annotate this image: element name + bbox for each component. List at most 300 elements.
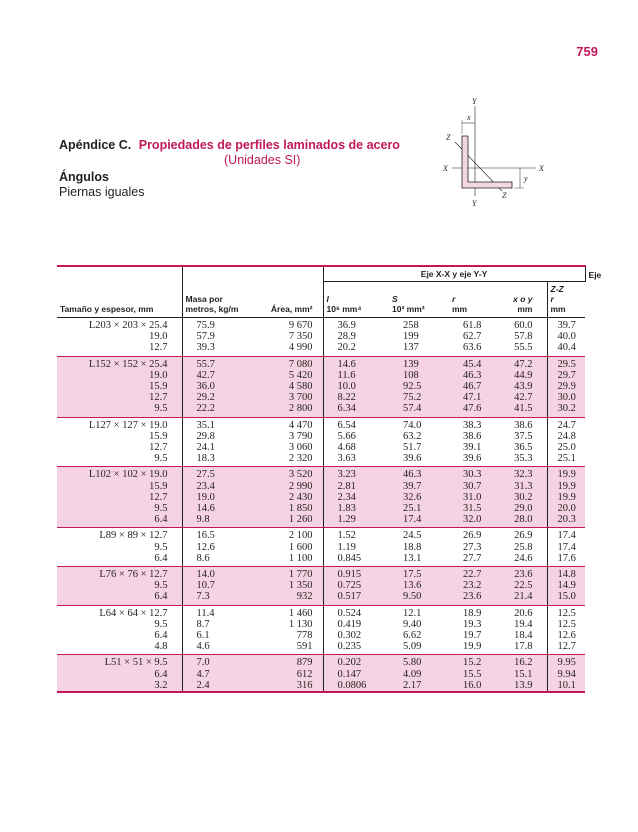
cell-xy: 18.4 <box>514 630 533 642</box>
cell-rz: 19.9 <box>547 467 585 481</box>
cell-i: 0.0806 <box>323 680 389 692</box>
cell-s: 258 <box>403 320 419 331</box>
cell-area: 1 100 <box>252 553 323 567</box>
table-row <box>57 528 585 542</box>
cell-size: L51 × 51 × 9.5 <box>57 655 182 669</box>
header-rz-symbol: r <box>550 294 554 304</box>
cell-mass: 12.6 <box>182 542 252 553</box>
cell-mass: 35.1 <box>182 417 252 431</box>
cell-i: 2.34 <box>323 492 389 503</box>
cell-i: 10.0 <box>323 381 389 392</box>
cell-mass: 39.3 <box>182 342 252 356</box>
cell-s: 17.5 <box>389 567 449 581</box>
cell-xy: 20.6 <box>514 607 533 619</box>
table-row <box>57 619 585 630</box>
table-row <box>57 392 585 403</box>
cell-rz: 9.95 <box>547 655 585 669</box>
table-row <box>57 356 585 370</box>
diagram-label-z-bottom: Z <box>502 191 507 200</box>
cell-rz: 12.7 <box>547 641 585 655</box>
header-blank-area <box>252 266 323 282</box>
cell-s: 13.1 <box>389 553 449 567</box>
cell-s: 199 <box>403 331 419 343</box>
cell-i: 1.19 <box>323 542 389 553</box>
cell-r: 46.7 <box>449 381 497 392</box>
cell-xy: 23.6 <box>497 567 547 581</box>
table-row <box>57 331 585 342</box>
cell-i: 0.147 <box>323 669 389 680</box>
header-r <box>449 282 497 318</box>
header-xy-unit: mm <box>517 304 533 314</box>
cell-r: 15.5 <box>449 669 497 680</box>
cell-mass: 24.1 <box>182 442 252 453</box>
cell-mass: 8.7 <box>182 619 252 630</box>
cell-xy: 38.6 <box>514 419 533 431</box>
cell-s: 139 <box>389 356 449 370</box>
cell-r: 23.2 <box>449 580 497 591</box>
cell-xy: 55.5 <box>497 342 547 356</box>
cell-size: L89 × 89 × 12.7 <box>99 530 168 542</box>
cell-area: 1 850 <box>252 503 323 514</box>
cell-r: 26.9 <box>463 530 482 542</box>
cell-mass: 19.0 <box>182 492 252 503</box>
cell-area: 3 060 <box>288 442 313 454</box>
cell-mass: 14.6 <box>182 503 252 514</box>
cell-r: 27.3 <box>463 541 482 553</box>
cell-s: 39.7 <box>389 481 449 492</box>
cell-xy: 28.0 <box>497 514 547 528</box>
cell-area: 2 990 <box>252 481 323 492</box>
cell-s: 12.1 <box>403 607 422 619</box>
cell-i: 0.235 <box>323 641 389 655</box>
units-note: (Unidades SI) <box>224 153 301 167</box>
cell-size: L102 × 102 × 19.0 <box>57 467 182 481</box>
cell-area: 778 <box>296 630 313 642</box>
cell-s: 74.0 <box>403 419 422 431</box>
table-body <box>57 318 585 693</box>
cell-size: 3.2 <box>57 680 182 692</box>
cell-mass: 14.0 <box>182 567 252 581</box>
header-i <box>323 282 389 318</box>
cell-rz: 12.5 <box>547 619 585 630</box>
cell-area: 316 <box>252 680 323 692</box>
cell-area: 4 470 <box>288 419 313 431</box>
cell-size: 19.0 <box>149 331 168 343</box>
cell-rz: 24.7 <box>547 417 585 431</box>
cell-s: 6.62 <box>403 630 422 642</box>
cell-s: 92.5 <box>389 381 449 392</box>
header-mass <box>182 282 252 318</box>
header-group-xx-yy: Eje X-X y eje Y-Y <box>323 266 585 282</box>
diagram-label-x-right: X <box>539 164 544 173</box>
header-mass-line2: metros, kg/m <box>185 304 239 314</box>
table-row <box>57 453 585 467</box>
table-row <box>57 591 585 605</box>
cell-mass: 75.9 <box>182 318 252 332</box>
cell-i: 2.81 <box>323 481 389 492</box>
cell-r: 47.6 <box>449 403 497 417</box>
cell-xy: 47.2 <box>497 356 547 370</box>
cell-area: 2 430 <box>252 492 323 503</box>
properties-table: Eje X-X y eje Y-Y Eje Tamaño y espesor, mm Masa por metros, kg/m Área, mm² I 10⁶ mm⁴ S 10³ mm³ r mm x o y mm Z-Z r mm L203 × 203 × 25.4 75.9 9 670 36.9 258 61.8 60.0 39.7 19.0 57.9 7 350 28.9 199 62.7 57.8 40.0 12.7 39.3 4 990 20.2 137 63.6 55.5 40.4 L152 × 152 × 25.4 55.7 7 080 14.6 139 45.4 47.2 29.5 19.0 42.7 5 420 11.6 108 46.3 44.9 29.7 15.9 36.0 4 580 10.0 92.5 46.7 43.9 29.9 12.7 29.2 3 700 8.22 75.2 47.1 42.7 30.0 9.5 22.2 2 800 6.34 57.4 47.6 41.5 30.2 L127 × 127 × 19.0 35.1 4 470 6.54 74.0 38.3 38.6 24.7 15.9 29.8 3 790 5.66 63.2 38.6 37.5 24.8 12.7 24.1 3 060 4.68 51.7 39.1 36.5 25.0 9.5 18.3 2 320 3.63 39.6 39.6 35.3 25.1 L102 × 102 × 19.0 27.5 3 520 3.23 46.3 30.3 32.3 19.9 15.9 23.4 2 990 2.81 39.7 30.7 31.3 19.9 12.7 19.0 2 430 2.34 32.6 31.0 30.2 19.9 9.5 14.6 1 850 1.83 25.1 31.5 29.0 20.0 6.4 9.8 1 260 1.29 17.4 32.0 28.0 20.3 L89 × 89 × 12.7 16.5 2 100 1.52 24.5 26.9 26.9 17.4 9.5 12.6 1 600 1.19 18.8 27.3 25.8 17.4 6.4 8.6 1 100 0.845 13.1 27.7 24.6 17.6 L76 × 76 × 12.7 14.0 1 770 0.915 17.5 22.7 23.6 14.8 9.5 10.7 1 350 0.725 13.6 23.2 22.5 14.9 6.4 7.3 932 0.517 9.50 23.6 21.4 15.0 L64 × 64 × 12.7 11.4 1 460 0.524 12.1 18.9 20.6 12.5 9.5 8.7 1 130 0.419 9.40 19.3 19.4 12.5 6.4 6.1 778 0.302 6.62 19.7 18.4 12.6 4.8 4.6 591 0.235 5.09 19.9 17.8 12.7 L51 × 51 × 9.5 7.0 879 0.202 5.80 15.2 16.2 9.95 6.4 4.7 612 0.147 4.09 15.5 15.1 9.94 3.2 2.4 316 0.0806 2.17 16.0 13.9 10.1 <box>57 265 585 693</box>
cell-xy: 22.5 <box>497 580 547 591</box>
cell-r: 46.3 <box>449 370 497 381</box>
table-row <box>57 580 585 591</box>
cell-i: 1.29 <box>323 514 389 528</box>
header-s <box>389 282 449 318</box>
cell-size: 12.7 <box>57 342 182 356</box>
cell-mass: 29.8 <box>182 431 252 442</box>
cell-rz: 20.0 <box>547 503 585 514</box>
appendix-heading <box>59 138 400 153</box>
cell-xy: 32.3 <box>497 467 547 481</box>
cell-rz: 14.8 <box>547 567 585 581</box>
cell-s: 25.1 <box>389 503 449 514</box>
cell-r: 30.7 <box>449 481 497 492</box>
cell-rz: 14.9 <box>547 580 585 591</box>
cell-area: 1 350 <box>252 580 323 591</box>
cell-s: 46.3 <box>389 467 449 481</box>
cell-i: 0.915 <box>323 567 389 581</box>
cell-r: 31.5 <box>449 503 497 514</box>
header-size: Tamaño y espesor, mm <box>57 282 182 318</box>
header-s-unit: 10³ mm³ <box>392 304 425 314</box>
cell-rz: 12.6 <box>547 630 585 641</box>
cell-area: 1 130 <box>288 618 313 630</box>
cell-r: 39.6 <box>449 453 497 467</box>
cell-r: 22.7 <box>449 567 497 581</box>
cell-xy: 44.9 <box>497 370 547 381</box>
header-xy <box>497 282 547 318</box>
cell-s: 39.6 <box>389 453 449 467</box>
cell-s: 63.2 <box>403 430 422 442</box>
cell-area: 1 260 <box>252 514 323 528</box>
cell-r: 16.0 <box>449 680 497 692</box>
cell-i: 6.54 <box>323 417 389 431</box>
cell-size: L76 × 76 × 12.7 <box>57 567 182 581</box>
page-number: 759 <box>576 44 598 59</box>
table-row <box>57 342 585 356</box>
table-row <box>57 467 585 481</box>
cell-i: 0.202 <box>323 655 389 669</box>
cell-rz: 25.1 <box>547 453 585 467</box>
table-row <box>57 381 585 392</box>
cell-size: 9.5 <box>57 580 182 591</box>
cell-i: 5.66 <box>323 431 389 442</box>
table-row <box>57 370 585 381</box>
table-row <box>57 567 585 581</box>
header-rz <box>547 282 585 318</box>
cell-xy: 42.7 <box>497 392 547 403</box>
section-header <box>59 138 400 200</box>
cell-mass: 22.2 <box>182 403 252 417</box>
cell-i: 0.725 <box>323 580 389 591</box>
table-row <box>57 630 585 641</box>
cell-rz: 15.0 <box>547 591 585 605</box>
cell-mass: 7.3 <box>182 591 252 605</box>
cell-s: 51.7 <box>403 442 422 454</box>
cell-i: 6.34 <box>323 403 389 417</box>
cell-size: 9.5 <box>57 503 182 514</box>
cell-mass: 9.8 <box>182 514 252 528</box>
cell-xy: 36.5 <box>514 442 533 454</box>
cell-area: 2 800 <box>252 403 323 417</box>
header-mass-line1: Masa por <box>185 294 223 304</box>
cell-xy: 15.1 <box>497 669 547 680</box>
cell-size: 9.5 <box>57 453 182 467</box>
cell-mass: 57.9 <box>182 331 252 342</box>
cell-r: 15.2 <box>449 655 497 669</box>
cell-mass: 16.5 <box>182 528 252 542</box>
cell-xy: 30.2 <box>497 492 547 503</box>
cell-xy: 13.9 <box>497 680 547 692</box>
cell-rz: 20.3 <box>547 514 585 528</box>
cell-xy: 24.6 <box>497 553 547 567</box>
cell-s: 57.4 <box>389 403 449 417</box>
cell-mass: 18.3 <box>182 453 252 467</box>
cell-area: 612 <box>252 669 323 680</box>
cell-rz: 19.9 <box>547 492 585 503</box>
cell-area: 1 600 <box>288 541 313 553</box>
cell-xy: 57.8 <box>514 331 533 343</box>
cell-s: 5.80 <box>389 655 449 669</box>
subsection-title: Piernas iguales <box>59 185 145 199</box>
cell-size: 12.7 <box>57 492 182 503</box>
cell-r: 32.0 <box>449 514 497 528</box>
cell-area: 5 420 <box>252 370 323 381</box>
cell-rz: 19.9 <box>547 481 585 492</box>
table-row <box>57 417 585 431</box>
cell-size: 9.5 <box>154 618 168 630</box>
header-r-symbol: r <box>452 294 456 304</box>
cell-s: 32.6 <box>389 492 449 503</box>
header-i-symbol: I <box>326 294 329 304</box>
cell-area: 1 770 <box>252 567 323 581</box>
cell-r: 30.3 <box>449 467 497 481</box>
cell-r: 19.3 <box>463 618 482 630</box>
cell-i: 3.23 <box>323 467 389 481</box>
table-row <box>57 442 585 453</box>
header-i-unit: 10⁶ mm⁴ <box>326 304 362 314</box>
cell-r: 38.6 <box>463 430 482 442</box>
properties-table-wrap <box>57 265 602 693</box>
cell-i: 11.6 <box>323 370 389 381</box>
cell-s: 108 <box>389 370 449 381</box>
cell-area: 4 990 <box>252 342 323 356</box>
cell-area: 9 670 <box>288 320 313 331</box>
cell-rz: 40.0 <box>547 331 585 342</box>
cell-i: 20.2 <box>323 342 389 356</box>
header-r-unit: mm <box>452 304 468 314</box>
cell-mass: 6.1 <box>182 630 252 641</box>
cell-area: 932 <box>252 591 323 605</box>
cell-size: 12.7 <box>149 442 168 454</box>
cell-rz: 17.4 <box>547 542 585 553</box>
cell-rz: 29.9 <box>547 381 585 392</box>
cell-s: 9.40 <box>403 618 422 630</box>
table-row <box>57 514 585 528</box>
header-xy-symbol: x o y <box>513 294 533 304</box>
header-area: Área, mm² <box>252 282 323 318</box>
cell-i: 0.302 <box>323 630 389 641</box>
cell-size: 6.4 <box>154 630 168 642</box>
cell-i: 1.83 <box>323 503 389 514</box>
section-title: Ángulos <box>59 170 109 184</box>
cell-rz: 10.1 <box>547 680 585 692</box>
cell-area: 3 790 <box>288 430 313 442</box>
cell-i: 0.845 <box>323 553 389 567</box>
cell-s: 13.6 <box>389 580 449 591</box>
cell-xy: 25.8 <box>514 541 533 553</box>
cell-r: 19.9 <box>449 641 497 655</box>
cell-xy: 35.3 <box>497 453 547 467</box>
cell-mass: 2.4 <box>182 680 252 692</box>
appendix-title: Propiedades de perfiles laminados de acero <box>138 138 400 152</box>
cell-size: 9.5 <box>154 541 168 553</box>
cell-area: 591 <box>252 641 323 655</box>
cell-xy: 41.5 <box>497 403 547 417</box>
cell-r: 18.9 <box>463 607 482 619</box>
cell-r: 62.7 <box>463 331 482 343</box>
cell-xy: 29.0 <box>497 503 547 514</box>
cell-r: 31.0 <box>449 492 497 503</box>
cell-i: 1.52 <box>323 528 389 542</box>
cell-xy: 16.2 <box>497 655 547 669</box>
cell-r: 45.4 <box>449 356 497 370</box>
cell-mass: 10.7 <box>182 580 252 591</box>
cell-xy: 43.9 <box>497 381 547 392</box>
cell-area: 1 460 <box>288 607 313 619</box>
cell-size: 6.4 <box>57 514 182 528</box>
cell-rz: 17.6 <box>547 553 585 567</box>
cell-rz: 29.7 <box>547 370 585 381</box>
table-row <box>57 492 585 503</box>
cell-area: 3 520 <box>252 467 323 481</box>
cell-rz: 9.94 <box>547 669 585 680</box>
cell-area: 7 350 <box>288 331 313 343</box>
cell-mass: 11.4 <box>182 605 252 619</box>
cell-i: 14.6 <box>323 356 389 370</box>
cell-area: 2 320 <box>252 453 323 467</box>
cell-mass: 8.6 <box>182 553 252 567</box>
table-row <box>57 680 585 692</box>
cell-s: 24.5 <box>403 530 422 542</box>
cell-s: 5.09 <box>389 641 449 655</box>
cell-xy: 60.0 <box>514 320 533 331</box>
cell-mass: 55.7 <box>182 356 252 370</box>
cell-i: 36.9 <box>323 318 389 332</box>
cell-xy: 37.5 <box>514 430 533 442</box>
cell-r: 39.1 <box>463 442 482 454</box>
cell-s: 75.2 <box>389 392 449 403</box>
cell-size: 6.4 <box>57 553 182 567</box>
header-zz-line2: Z-Z <box>550 284 564 294</box>
cell-size: 15.9 <box>57 481 182 492</box>
cell-mass: 36.0 <box>182 381 252 392</box>
cell-s: 9.50 <box>389 591 449 605</box>
cell-size: 15.9 <box>149 430 168 442</box>
diagram-label-y-bottom: Y <box>472 199 477 208</box>
cell-size: 6.4 <box>57 669 182 680</box>
table-row <box>57 431 585 442</box>
table-row <box>57 318 585 332</box>
diagram-label-y-dim: y <box>524 174 528 183</box>
header-rz-unit: mm <box>550 304 566 314</box>
cell-i: 28.9 <box>323 331 389 342</box>
header-blank-mass <box>182 266 252 282</box>
header-s-symbol: S <box>392 294 398 304</box>
cell-r: 61.8 <box>463 320 482 331</box>
cell-rz: 30.2 <box>547 403 585 417</box>
table-row <box>57 641 585 655</box>
cell-i: 0.419 <box>323 619 389 630</box>
cell-xy: 21.4 <box>497 591 547 605</box>
cell-r: 23.6 <box>449 591 497 605</box>
cell-size: 15.9 <box>57 381 182 392</box>
cell-size: L203 × 203 × 25.4 <box>88 320 168 331</box>
cell-mass: 27.5 <box>182 467 252 481</box>
angle-section-diagram <box>440 96 550 208</box>
cell-i: 0.524 <box>323 605 389 619</box>
cell-rz: 17.4 <box>547 528 585 542</box>
cell-xy: 31.3 <box>497 481 547 492</box>
cell-r: 27.7 <box>449 553 497 567</box>
cell-s: 4.09 <box>389 669 449 680</box>
table-row <box>57 605 585 619</box>
cell-area: 7 080 <box>252 356 323 370</box>
cell-s: 18.8 <box>403 541 422 553</box>
table-row <box>57 669 585 680</box>
cell-mass: 42.7 <box>182 370 252 381</box>
cell-xy: 17.8 <box>497 641 547 655</box>
table-row <box>57 655 585 669</box>
cell-size: 19.0 <box>57 370 182 381</box>
cell-size: 4.8 <box>57 641 182 655</box>
cell-rz: 12.5 <box>547 605 585 619</box>
cell-area: 2 100 <box>288 530 313 542</box>
cell-mass: 29.2 <box>182 392 252 403</box>
cell-area: 4 580 <box>252 381 323 392</box>
header-blank-size <box>57 266 182 282</box>
cell-size: L152 × 152 × 25.4 <box>57 356 182 370</box>
cell-i: 3.63 <box>323 453 389 467</box>
cell-r: 47.1 <box>449 392 497 403</box>
cell-size: 12.7 <box>57 392 182 403</box>
cell-mass: 23.4 <box>182 481 252 492</box>
cell-s: 17.4 <box>389 514 449 528</box>
cell-size: 9.5 <box>57 403 182 417</box>
cell-rz: 24.8 <box>547 431 585 442</box>
cell-rz: 29.5 <box>547 356 585 370</box>
table-row <box>57 503 585 514</box>
appendix-label: Apéndice C. <box>59 138 132 152</box>
cell-xy: 19.4 <box>514 618 533 630</box>
cell-i: 0.517 <box>323 591 389 605</box>
table-row <box>57 481 585 492</box>
cell-i: 8.22 <box>323 392 389 403</box>
cell-s: 137 <box>389 342 449 356</box>
cell-area: 3 700 <box>252 392 323 403</box>
diagram-label-z-top: Z <box>446 133 451 142</box>
cell-size: 6.4 <box>57 591 182 605</box>
cell-rz: 25.0 <box>547 442 585 453</box>
table-row <box>57 403 585 417</box>
table-row <box>57 553 585 567</box>
cell-r: 38.3 <box>463 419 482 431</box>
diagram-label-y-top: Y <box>472 97 477 106</box>
cell-size: L127 × 127 × 19.0 <box>88 419 168 431</box>
cell-mass: 7.0 <box>182 655 252 669</box>
